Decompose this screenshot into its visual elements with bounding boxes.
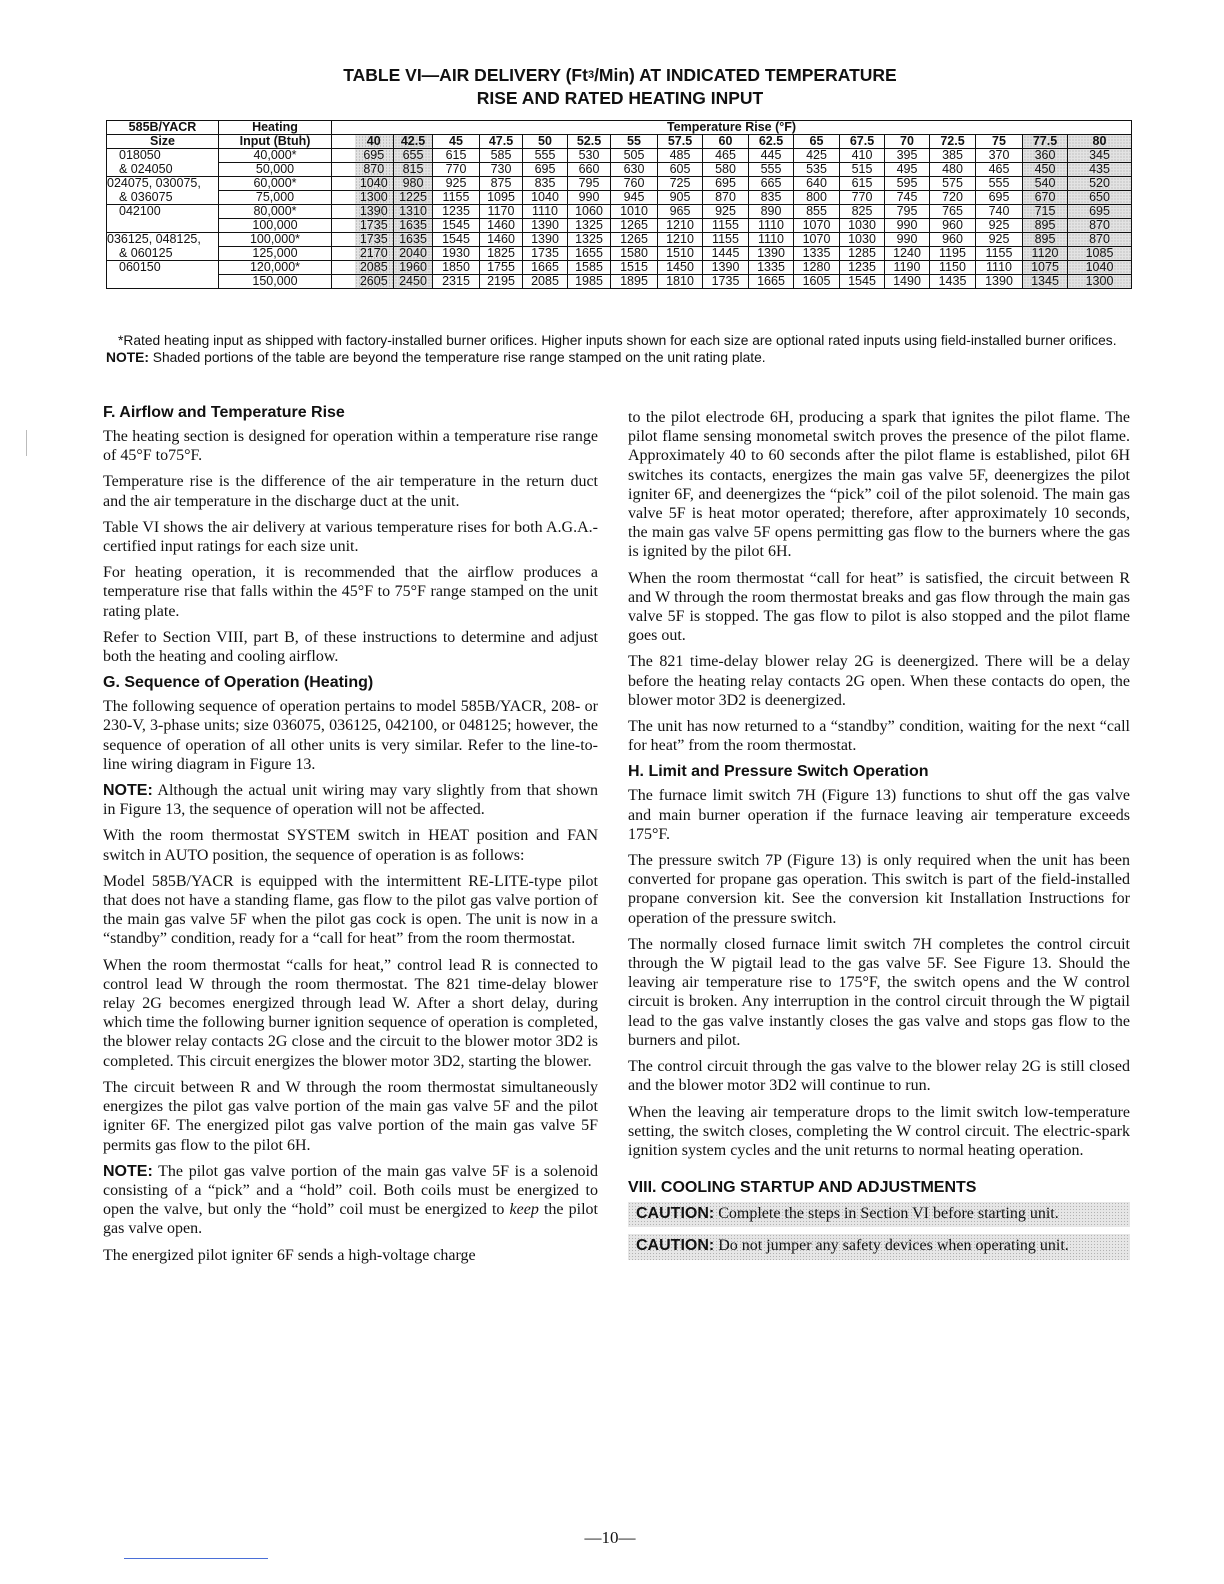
paragraph: The normally closed furnace limit switch 7H completes the control circuit through the W pigtail lead to the gas valve 5F. See Figure 13. Should the leaving air temperature rise to 175°F, the switch opens and the W control circuit is broken. Any interruption in the control circuit through the W pigtail lead to the gas valve instantly closes the gas valve and stops gas flow to the burners and pilot. <box>628 935 1130 1049</box>
spacer-cell <box>332 149 355 163</box>
airflow-cell: 515 <box>840 163 885 177</box>
airflow-cell: 1170 <box>480 205 523 219</box>
caution-box <box>628 1202 1130 1227</box>
airflow-cell: 345 <box>1068 149 1132 163</box>
header-spacer <box>332 135 355 149</box>
airflow-cell: 1390 <box>523 219 568 233</box>
note-text: the pilot gas valve open. <box>103 1201 598 1238</box>
note-paragraph <box>103 1162 598 1239</box>
size-cell <box>107 219 219 233</box>
airflow-cell: 2315 <box>433 275 480 289</box>
table-row <box>107 191 1132 205</box>
spacer-cell <box>332 205 355 219</box>
airflow-cell: 1040 <box>355 177 394 191</box>
airflow-cell: 425 <box>794 149 840 163</box>
airflow-cell: 1665 <box>749 275 794 289</box>
airflow-cell: 715 <box>1023 205 1068 219</box>
table-row <box>107 219 1132 233</box>
temp-rise-header: 65 <box>794 135 840 149</box>
airflow-cell: 520 <box>1068 177 1132 191</box>
airflow-cell: 1635 <box>394 219 433 233</box>
heading-limit-switch: H. Limit and Pressure Switch Operation <box>628 763 929 781</box>
airflow-cell: 1310 <box>394 205 433 219</box>
airflow-cell: 485 <box>658 149 703 163</box>
airflow-cell: 1155 <box>433 191 480 205</box>
size-cell: & 024050 <box>107 163 219 177</box>
airflow-cell: 1510 <box>658 247 703 261</box>
airflow-cell: 435 <box>1068 163 1132 177</box>
table-row <box>107 163 1132 177</box>
airflow-cell: 1075 <box>1023 261 1068 275</box>
airflow-cell: 870 <box>355 163 394 177</box>
airflow-cell: 1235 <box>840 261 885 275</box>
spacer-cell <box>332 261 355 275</box>
airflow-cell: 465 <box>976 163 1023 177</box>
airflow-cell: 605 <box>658 163 703 177</box>
airflow-cell: 875 <box>480 177 523 191</box>
airflow-cell: 1040 <box>523 191 568 205</box>
airflow-cell: 650 <box>1068 191 1132 205</box>
paragraph: For heating operation, it is recommended that the airflow produces a temperature rise that falls within the 45°F to 75°F range stamped on the unit rating plate. <box>103 564 598 620</box>
airflow-cell: 695 <box>355 149 394 163</box>
airflow-cell: 630 <box>611 163 658 177</box>
airflow-cell: 1285 <box>840 247 885 261</box>
airflow-cell: 980 <box>394 177 433 191</box>
airflow-cell: 855 <box>794 205 840 219</box>
note-text: Although the actual unit wiring may vary slightly from that shown in Figure 13, the sequence of operation will not be affected. <box>103 782 598 819</box>
header-size-2: Size <box>107 135 219 149</box>
airflow-cell: 615 <box>840 177 885 191</box>
airflow-cell: 1155 <box>976 247 1023 261</box>
airflow-cell: 1155 <box>703 219 749 233</box>
paragraph: Table VI shows the air delivery at various temperature rises for both A.G.A.-certified input ratings for each size unit. <box>103 518 598 556</box>
airflow-cell: 905 <box>658 191 703 205</box>
footer-rule <box>124 1558 268 1559</box>
airflow-cell: 1605 <box>794 275 840 289</box>
airflow-cell: 770 <box>840 191 885 205</box>
airflow-cell: 800 <box>794 191 840 205</box>
header-input-2: Input (Btuh) <box>219 135 332 149</box>
temp-rise-header: 52.5 <box>568 135 611 149</box>
airflow-cell: 1580 <box>611 247 658 261</box>
input-cell: 125,000 <box>219 247 332 261</box>
airflow-cell: 1060 <box>568 205 611 219</box>
note-emphasis: keep <box>509 1201 539 1219</box>
airflow-cell: 505 <box>611 149 658 163</box>
scan-mark <box>26 430 27 456</box>
note-label: NOTE: <box>106 350 149 365</box>
paragraph: Refer to Section VIII, part B, of these instructions to determine and adjust both the heating and cooling airflow. <box>103 628 598 666</box>
paragraph: With the room thermostat SYSTEM switch in HEAT position and FAN switch in AUTO position, the sequence of operation is as follows: <box>103 827 598 864</box>
temp-rise-header: 57.5 <box>658 135 703 149</box>
airflow-cell: 745 <box>885 191 930 205</box>
table-header-row-1 <box>107 121 1132 135</box>
airflow-cell: 835 <box>749 191 794 205</box>
airflow-cell: 1435 <box>930 275 976 289</box>
temp-rise-header: 72.5 <box>930 135 976 149</box>
header-input: Heating <box>219 121 332 135</box>
airflow-cell: 1150 <box>930 261 976 275</box>
airflow-cell: 1460 <box>480 219 523 233</box>
table-row <box>107 275 1132 289</box>
airflow-cell: 1390 <box>976 275 1023 289</box>
airflow-cell: 1985 <box>568 275 611 289</box>
caution-text: Complete the steps in Section VI before starting unit. <box>714 1205 1059 1223</box>
paragraph: When the leaving air temperature drops to the limit switch low-temperature setting, the switch closes, completing the W control circuit. The electric-spark ignition system cycles and the unit returns to normal heating operation. <box>628 1103 1130 1159</box>
airflow-cell: 1335 <box>749 261 794 275</box>
size-cell: 060150 <box>107 261 219 275</box>
airflow-cell: 695 <box>523 163 568 177</box>
airflow-cell: 1460 <box>480 233 523 247</box>
temp-rise-header: 47.5 <box>480 135 523 149</box>
airflow-cell: 1190 <box>885 261 930 275</box>
header-temp-rise: Temperature Rise (°F) <box>332 121 1132 135</box>
spacer-cell <box>332 233 355 247</box>
airflow-cell: 1735 <box>703 275 749 289</box>
airflow-cell: 1040 <box>1068 261 1132 275</box>
airflow-cell: 695 <box>1068 205 1132 219</box>
input-cell: 80,000* <box>219 205 332 219</box>
caution-label: CAUTION: <box>636 1237 715 1255</box>
airflow-cell: 1240 <box>885 247 930 261</box>
temp-rise-header: 50 <box>523 135 568 149</box>
airflow-cell: 1665 <box>523 261 568 275</box>
airflow-cell: 450 <box>1023 163 1068 177</box>
airflow-cell: 1225 <box>394 191 433 205</box>
airflow-cell: 595 <box>885 177 930 191</box>
airflow-cell: 1300 <box>1068 275 1132 289</box>
airflow-cell: 555 <box>749 163 794 177</box>
input-cell: 100,000* <box>219 233 332 247</box>
airflow-cell: 2450 <box>394 275 433 289</box>
left-column <box>103 402 598 1272</box>
airflow-cell: 1735 <box>355 219 394 233</box>
airflow-cell: 1735 <box>523 247 568 261</box>
airflow-cell: 1280 <box>794 261 840 275</box>
input-cell: 50,000 <box>219 163 332 177</box>
airflow-cell: 1490 <box>885 275 930 289</box>
airflow-cell: 2085 <box>355 261 394 275</box>
airflow-cell: 740 <box>976 205 1023 219</box>
airflow-cell: 765 <box>930 205 976 219</box>
temp-rise-header: 62.5 <box>749 135 794 149</box>
airflow-cell: 640 <box>794 177 840 191</box>
airflow-cell: 795 <box>568 177 611 191</box>
paragraph: The circuit between R and W through the room thermostat simultaneously energizes the pilot gas valve portion of the main gas valve 5F and the pilot igniter 6F. The energized pilot gas valve portion of the main gas valve 5F permits gas flow to the pilot 6H. <box>103 1078 598 1154</box>
airflow-cell: 2040 <box>394 247 433 261</box>
paragraph: When the room thermostat “calls for heat,” control lead R is connected to control lead W through the room thermostat. The 821 time-delay blower relay 2G becomes energized through lead W. After a short delay, during which time the following burner ignition sequence of operation is completed, the blower relay contacts 2G close and the circuit to the blower motor 3D2 is completed. This circuit energizes the blower motor 3D2, starting the blower. <box>103 956 598 1070</box>
airflow-cell: 1210 <box>658 233 703 247</box>
airflow-cell: 1070 <box>794 233 840 247</box>
airflow-cell: 655 <box>394 149 433 163</box>
spacer-cell <box>332 163 355 177</box>
size-cell: 018050 <box>107 149 219 163</box>
airflow-cell: 1265 <box>611 219 658 233</box>
airflow-cell: 1895 <box>611 275 658 289</box>
airflow-cell: 1545 <box>433 219 480 233</box>
airflow-cell: 770 <box>433 163 480 177</box>
airflow-cell: 1655 <box>568 247 611 261</box>
airflow-cell: 990 <box>885 219 930 233</box>
temp-rise-header: 55 <box>611 135 658 149</box>
right-column <box>628 408 1130 1267</box>
airflow-cell: 925 <box>703 205 749 219</box>
heading-airflow: F. Airflow and Temperature Rise <box>103 404 345 421</box>
airflow-cell: 2195 <box>480 275 523 289</box>
temp-rise-header: 70 <box>885 135 930 149</box>
input-cell: 60,000* <box>219 177 332 191</box>
airflow-cell: 1210 <box>658 219 703 233</box>
airflow-cell: 395 <box>885 149 930 163</box>
size-cell: & 036075 <box>107 191 219 205</box>
airflow-cell: 895 <box>1023 233 1068 247</box>
note-text: The pilot gas valve portion of the main gas valve 5F is a solenoid consisting of a “pick” and a “hold” coil. Both coils must be energized to open the valve, but only the “hold” coil must be energized to <box>103 1162 598 1219</box>
airflow-cell: 2085 <box>523 275 568 289</box>
airflow-cell: 495 <box>885 163 930 177</box>
note-label: NOTE: <box>103 1162 153 1180</box>
paragraph: Model 585B/YACR is equipped with the intermittent RE-LITE-type pilot that does not have a standing flame, gas flow to the pilot gas valve portion of the main gas valve 5F when the pilot gas cock is open. The unit is now in a “standby” condition, ready for a “call for heat” from the room thermostat. <box>103 872 598 948</box>
airflow-cell: 1545 <box>433 233 480 247</box>
airflow-cell: 925 <box>976 219 1023 233</box>
airflow-cell: 725 <box>658 177 703 191</box>
airflow-cell: 1235 <box>433 205 480 219</box>
input-cell: 150,000 <box>219 275 332 289</box>
airflow-cell: 1195 <box>930 247 976 261</box>
airflow-cell: 410 <box>840 149 885 163</box>
airflow-cell: 1930 <box>433 247 480 261</box>
airflow-cell: 965 <box>658 205 703 219</box>
caution-text: Do not jumper any safety devices when operating unit. <box>714 1237 1069 1255</box>
note-paragraph <box>103 781 598 819</box>
temp-rise-header: 75 <box>976 135 1023 149</box>
paragraph: The unit has now returned to a “standby” condition, waiting for the next “call for heat” from the room thermostat. <box>628 718 1130 755</box>
heading-cooling-startup: VIII. COOLING STARTUP AND ADJUSTMENTS <box>628 1179 977 1197</box>
airflow-cell: 960 <box>930 219 976 233</box>
airflow-cell: 825 <box>840 205 885 219</box>
airflow-cell: 1010 <box>611 205 658 219</box>
spacer-cell <box>332 275 355 289</box>
airflow-cell: 2170 <box>355 247 394 261</box>
airflow-cell: 1635 <box>394 233 433 247</box>
header-size: 585B/YACR <box>107 121 219 135</box>
airflow-cell: 585 <box>480 149 523 163</box>
input-cell: 40,000* <box>219 149 332 163</box>
airflow-cell: 1120 <box>1023 247 1068 261</box>
airflow-cell: 990 <box>885 233 930 247</box>
air-delivery-table <box>106 120 1132 289</box>
spacer-cell <box>332 219 355 233</box>
airflow-cell: 465 <box>703 149 749 163</box>
airflow-cell: 695 <box>976 191 1023 205</box>
airflow-cell: 615 <box>433 149 480 163</box>
airflow-cell: 1810 <box>658 275 703 289</box>
note-text: Shaded portions of the table are beyond the temperature rise range stamped on the unit rating plate. <box>148 350 766 365</box>
airflow-cell: 480 <box>930 163 976 177</box>
airflow-cell: 1390 <box>523 233 568 247</box>
airflow-cell: 1030 <box>840 219 885 233</box>
spacer-cell <box>332 191 355 205</box>
airflow-cell: 1390 <box>355 205 394 219</box>
airflow-cell: 945 <box>611 191 658 205</box>
airflow-cell: 1325 <box>568 219 611 233</box>
table-header-row-2 <box>107 135 1132 149</box>
airflow-cell: 2605 <box>355 275 394 289</box>
airflow-cell: 835 <box>523 177 568 191</box>
airflow-cell: 445 <box>749 149 794 163</box>
temp-rise-header: 80 <box>1068 135 1132 149</box>
airflow-cell: 1390 <box>749 247 794 261</box>
airflow-cell: 1085 <box>1068 247 1132 261</box>
airflow-cell: 1335 <box>794 247 840 261</box>
airflow-cell: 555 <box>523 149 568 163</box>
airflow-cell: 1390 <box>703 261 749 275</box>
airflow-cell: 795 <box>885 205 930 219</box>
airflow-cell: 1960 <box>394 261 433 275</box>
airflow-cell: 660 <box>568 163 611 177</box>
airflow-cell: 895 <box>1023 219 1068 233</box>
paragraph: to the pilot electrode 6H, producing a spark that ignites the pilot flame. The pilot flame sensing monometal switch proves the presence of the pilot flame. Approximately 40 to 60 seconds after the pilot flame is established, pilot 6H switches its contacts, energizes the main gas valve 5F, deenergizes the pilot igniter 6F, and deenergizes the “pick” coil of the pilot solenoid. The main gas valve 5F is heat motor operated; therefore, after approximately 10 seconds, the main gas valve 5F opens permitting gas flow to the burners where the gas is ignited by the pilot 6H. <box>628 409 1130 561</box>
input-cell: 100,000 <box>219 219 332 233</box>
table-row <box>107 233 1132 247</box>
heading-sequence: G. Sequence of Operation (Heating) <box>103 674 374 692</box>
airflow-cell: 1265 <box>611 233 658 247</box>
airflow-cell: 1095 <box>480 191 523 205</box>
airflow-cell: 990 <box>568 191 611 205</box>
airflow-cell: 1155 <box>703 233 749 247</box>
airflow-cell: 1300 <box>355 191 394 205</box>
paragraph: The furnace limit switch 7H (Figure 13) functions to shut off the gas valve and main burner operation if the furnace leaving air temperature exceeds 175°F. <box>628 787 1130 843</box>
input-cell: 75,000 <box>219 191 332 205</box>
temp-rise-header: 40 <box>355 135 394 149</box>
table-row <box>107 177 1132 191</box>
size-cell: 036125, 048125, <box>107 233 219 247</box>
table-title: TABLE VI—AIR DELIVERY (Ft$^3$/Min) AT INDICATED TEMPERATURE RISE AND RATED HEATING INPUT <box>343 65 897 108</box>
paragraph: The energized pilot igniter 6F sends a high-voltage charge <box>103 1246 476 1264</box>
temp-rise-header: 67.5 <box>840 135 885 149</box>
paragraph: The pressure switch 7P (Figure 13) is only required when the unit has been converted for propane gas operation. This switch is part of the field-installed propane conversion kit. See the conversion kit Installation Instructions for operation of the pressure switch. <box>628 852 1130 927</box>
caution-box <box>628 1234 1130 1259</box>
paragraph: The following sequence of operation pertains to model 585B/YACR, 208- or 230-V, 3-phase units; size 036075, 036125, 042100, or 048125; however, the sequence of operation of all other units is very similar. Refer to the line-to-line wiring diagram in Figure 13. <box>103 698 598 773</box>
airflow-cell: 815 <box>394 163 433 177</box>
airflow-cell: 1445 <box>703 247 749 261</box>
airflow-cell: 1345 <box>1023 275 1068 289</box>
airflow-cell: 1110 <box>523 205 568 219</box>
airflow-cell: 1735 <box>355 233 394 247</box>
size-cell: & 060125 <box>107 247 219 261</box>
table-footnotes <box>106 332 1136 366</box>
airflow-cell: 760 <box>611 177 658 191</box>
airflow-cell: 1850 <box>433 261 480 275</box>
airflow-cell: 1450 <box>658 261 703 275</box>
airflow-cell: 695 <box>703 177 749 191</box>
airflow-cell: 870 <box>1068 233 1132 247</box>
airflow-cell: 360 <box>1023 149 1068 163</box>
airflow-cell: 535 <box>794 163 840 177</box>
airflow-cell: 890 <box>749 205 794 219</box>
paragraph: Temperature rise is the difference of the air temperature in the return duct and the air temperature in the discharge duct at the unit. <box>103 473 598 510</box>
airflow-cell: 1030 <box>840 233 885 247</box>
note-label: NOTE: <box>103 782 153 800</box>
airflow-cell: 730 <box>480 163 523 177</box>
airflow-cell: 1070 <box>794 219 840 233</box>
spacer-cell <box>332 247 355 261</box>
airflow-cell: 580 <box>703 163 749 177</box>
airflow-cell: 1585 <box>568 261 611 275</box>
airflow-cell: 925 <box>433 177 480 191</box>
temp-rise-header: 60 <box>703 135 749 149</box>
table-body <box>107 149 1132 289</box>
airflow-cell: 385 <box>930 149 976 163</box>
caution-label: CAUTION: <box>636 1205 715 1223</box>
airflow-cell: 665 <box>749 177 794 191</box>
airflow-cell: 540 <box>1023 177 1068 191</box>
spacer-cell <box>332 177 355 191</box>
airflow-cell: 925 <box>976 233 1023 247</box>
paragraph: The control circuit through the gas valve to the blower relay 2G is still closed and the blower motor 3D2 will continue to run. <box>628 1058 1130 1095</box>
table-row <box>107 149 1132 163</box>
airflow-cell: 670 <box>1023 191 1068 205</box>
airflow-cell: 960 <box>930 233 976 247</box>
temp-rise-header: 42.5 <box>394 135 433 149</box>
table-row <box>107 205 1132 219</box>
input-cell: 120,000* <box>219 261 332 275</box>
airflow-cell: 1515 <box>611 261 658 275</box>
table-row <box>107 261 1132 275</box>
size-cell: 042100 <box>107 205 219 219</box>
size-cell <box>107 275 219 289</box>
airflow-cell: 1110 <box>749 233 794 247</box>
paragraph: The 821 time-delay blower relay 2G is deenergized. There will be a delay before the heating relay contacts 2G open. When these contacts do open, the blower motor 3D2 is deenergized. <box>628 653 1130 709</box>
temp-rise-header: 77.5 <box>1023 135 1068 149</box>
table-row <box>107 247 1132 261</box>
airflow-cell: 370 <box>976 149 1023 163</box>
airflow-cell: 870 <box>1068 219 1132 233</box>
airflow-cell: 1755 <box>480 261 523 275</box>
airflow-cell: 555 <box>976 177 1023 191</box>
page-number: —10— <box>584 1528 636 1547</box>
airflow-cell: 720 <box>930 191 976 205</box>
airflow-cell: 870 <box>703 191 749 205</box>
airflow-cell: 1110 <box>749 219 794 233</box>
airflow-cell: 1825 <box>480 247 523 261</box>
airflow-cell: 530 <box>568 149 611 163</box>
shading-note <box>106 349 1136 366</box>
paragraph: The heating section is designed for operation within a temperature rise range of 45°F to75°F. <box>103 428 598 465</box>
paragraph: When the room thermostat “call for heat” is satisfied, the circuit between R and W through the room thermostat breaks and gas flow through the main gas valve 5F is stopped. The gas flow to pilot is also stopped and the pilot flame goes out. <box>628 569 1130 645</box>
rated-input-footnote: *Rated heating input as shipped with factory-installed burner orifices. Higher inputs shown for each size are optional rated inputs using field-installed burner orifices. <box>118 333 1117 348</box>
airflow-cell: 575 <box>930 177 976 191</box>
airflow-cell: 1545 <box>840 275 885 289</box>
airflow-cell: 1325 <box>568 233 611 247</box>
airflow-cell: 1110 <box>976 261 1023 275</box>
size-cell: 024075, 030075, <box>107 177 219 191</box>
temp-rise-header: 45 <box>433 135 480 149</box>
